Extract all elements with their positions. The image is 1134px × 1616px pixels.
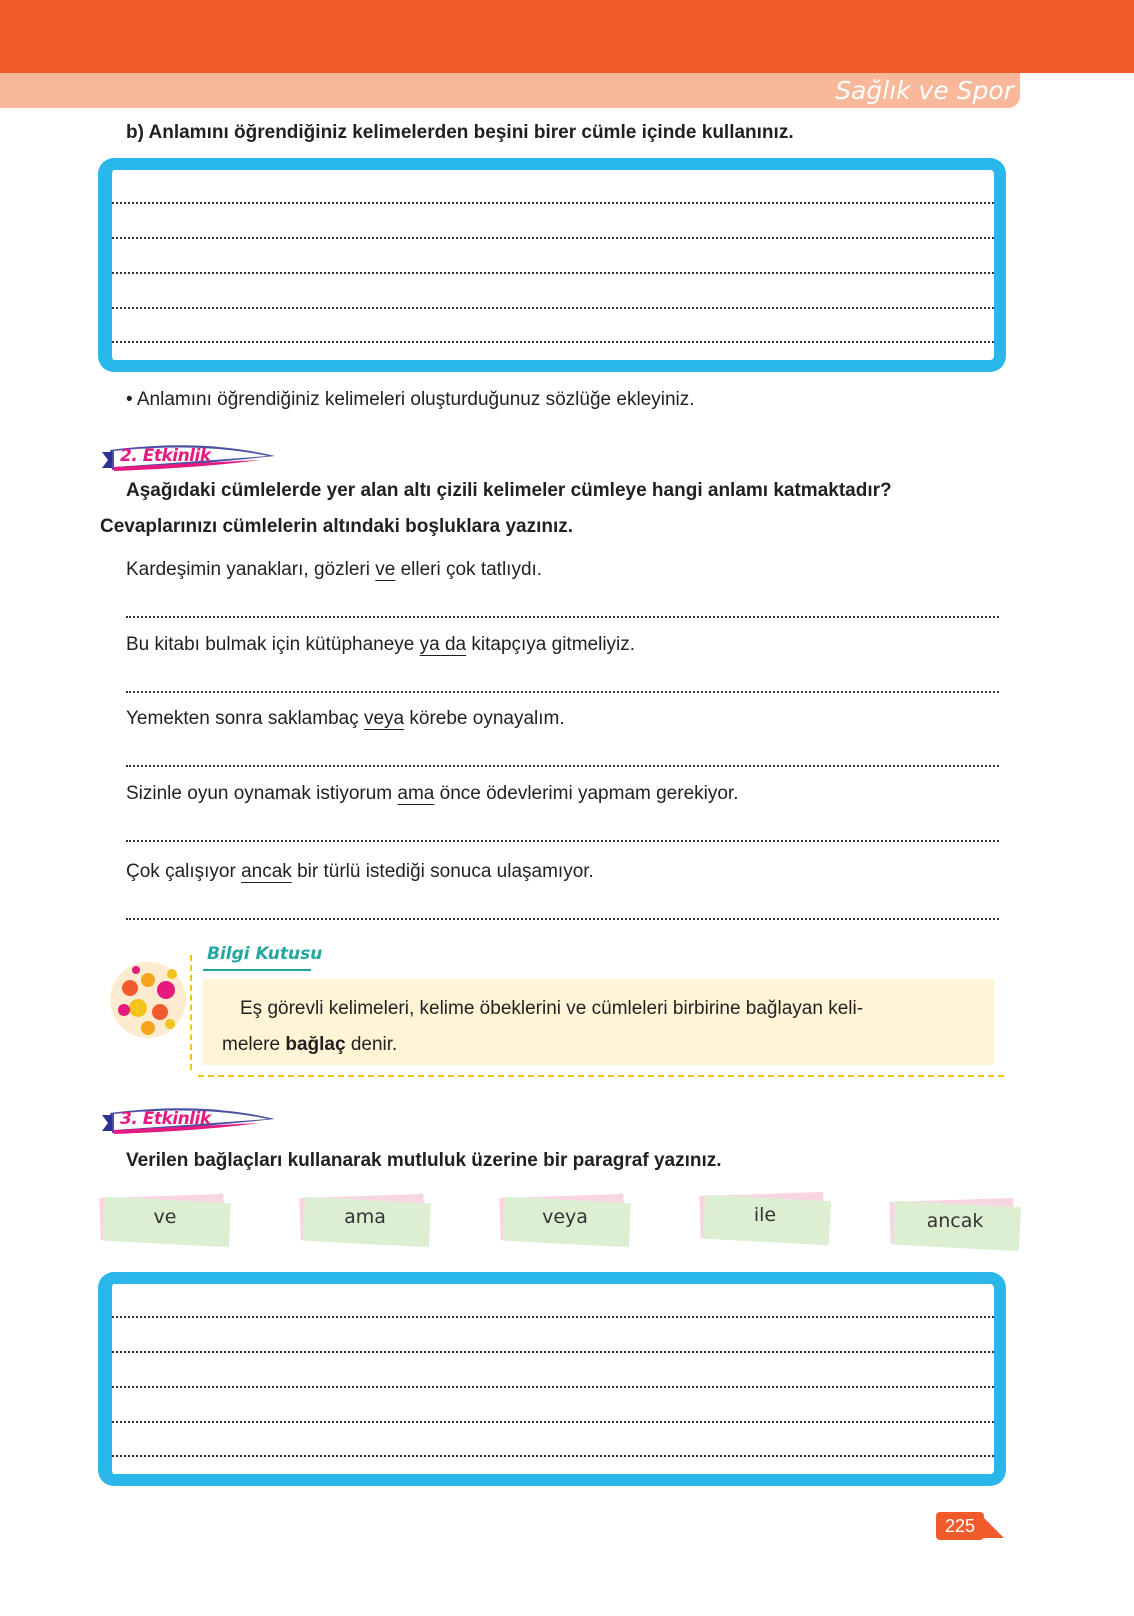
answer-line[interactable] [126,691,999,693]
word-note-ama [300,1196,430,1240]
word-note-text: ile [753,1204,777,1226]
word-note-text: ama [344,1206,386,1228]
info-box-border [198,1075,1004,1077]
activity-2-label: 2. Etkinlik [120,446,211,466]
info-text: denir. [345,1034,398,1055]
answer-line[interactable] [126,918,999,920]
activity-2-badge [100,438,275,480]
word-note-text: ancak [926,1210,984,1232]
sentence-text: Bu kitabı bulmak için kütüphaneye [126,634,420,655]
activity-2-instruction-1: Aşağıdaki cümlelerde yer alan altı çizili kelimeler cümleye hangi anlamı katmaktadır? [126,480,892,501]
sentence-text: Çok çalışıyor [126,861,242,882]
answer-line[interactable] [112,1386,994,1388]
sentence-text: körebe oynayalım. [404,708,565,729]
sentence-text: Yemekten sonra saklambaç [126,708,364,729]
underlined-conjunction: ya da [419,634,467,655]
answer-line[interactable] [126,840,999,842]
sentence-text: Sizinle oyun oynamak istiyorum [126,783,398,804]
sentence-text: önce ödevlerimi yapmam gerekiyor. [434,783,739,804]
answer-line[interactable] [112,202,994,204]
word-note-ile [700,1194,830,1238]
sentence-3 [126,707,565,731]
underlined-conjunction: ancak [241,861,292,882]
info-line-1: Eş görevli kelimeleri, kelime öbeklerini ve cümleleri birbirine bağlayan keli- [240,998,864,1019]
activity-3-label: 3. Etkinlik [120,1109,211,1129]
header-bar [0,0,1134,73]
sentence-5 [126,860,594,884]
word-note-ancak [890,1200,1020,1244]
chapter-title: Sağlık ve Spor [835,76,1014,105]
word-note-veya [500,1196,630,1240]
answer-line[interactable] [112,341,994,343]
answer-box-1[interactable] [98,158,1006,372]
underlined-conjunction: ama [397,783,435,804]
answer-line[interactable] [112,307,994,309]
dictionary-note: • Anlamını öğrendiğiniz kelimeleri oluşturduğunuz sözlüğe ekleyiniz. [126,389,695,410]
activity-3-badge [100,1101,275,1143]
sentence-4 [126,782,739,806]
info-line-2 [222,1033,397,1057]
answer-line[interactable] [112,272,994,274]
info-title-underline [203,969,311,971]
sentence-text: bir türlü istediği sonuca ulaşamıyor. [291,861,594,882]
word-note-text: veya [542,1206,588,1228]
activity-2-instruction-2: Cevaplarınızı cümlelerin altındaki boşluklara yazınız. [100,516,574,537]
answer-line[interactable] [112,1316,994,1318]
word-note-ve [100,1196,230,1240]
activity-3-instruction: Verilen bağlaçları kullanarak mutluluk üzerine bir paragraf yazınız. [126,1150,722,1171]
answer-line[interactable] [112,1421,994,1423]
answer-line[interactable] [126,616,999,618]
decorative-ball-icon [108,952,188,1048]
sentence-text: elleri çok tatlıydı. [395,559,543,580]
answer-box-2[interactable] [98,1272,1006,1486]
page-number: 225 [936,1512,984,1540]
underlined-conjunction: veya [363,708,405,729]
answer-line[interactable] [112,1455,994,1457]
word-note-text: ve [153,1206,177,1228]
info-box-title: Bilgi Kutusu [207,944,323,964]
underlined-conjunction: ve [375,559,396,580]
info-text: melere [222,1034,286,1055]
sentence-1 [126,558,542,582]
answer-line[interactable] [112,1351,994,1353]
info-box-border [190,955,192,1070]
sentence-text: kitapçıya gitmeliyiz. [466,634,636,655]
answer-line[interactable] [112,237,994,239]
info-box [203,979,994,1065]
sentence-2 [126,633,635,657]
answer-line[interactable] [126,765,999,767]
section-b-instruction: b) Anlamını öğrendiğiniz kelimelerden beşini birer cümle içinde kullanınız. [126,122,794,143]
sentence-text: Kardeşimin yanakları, gözleri [126,559,376,580]
info-bold-term: bağlaç [285,1034,346,1055]
